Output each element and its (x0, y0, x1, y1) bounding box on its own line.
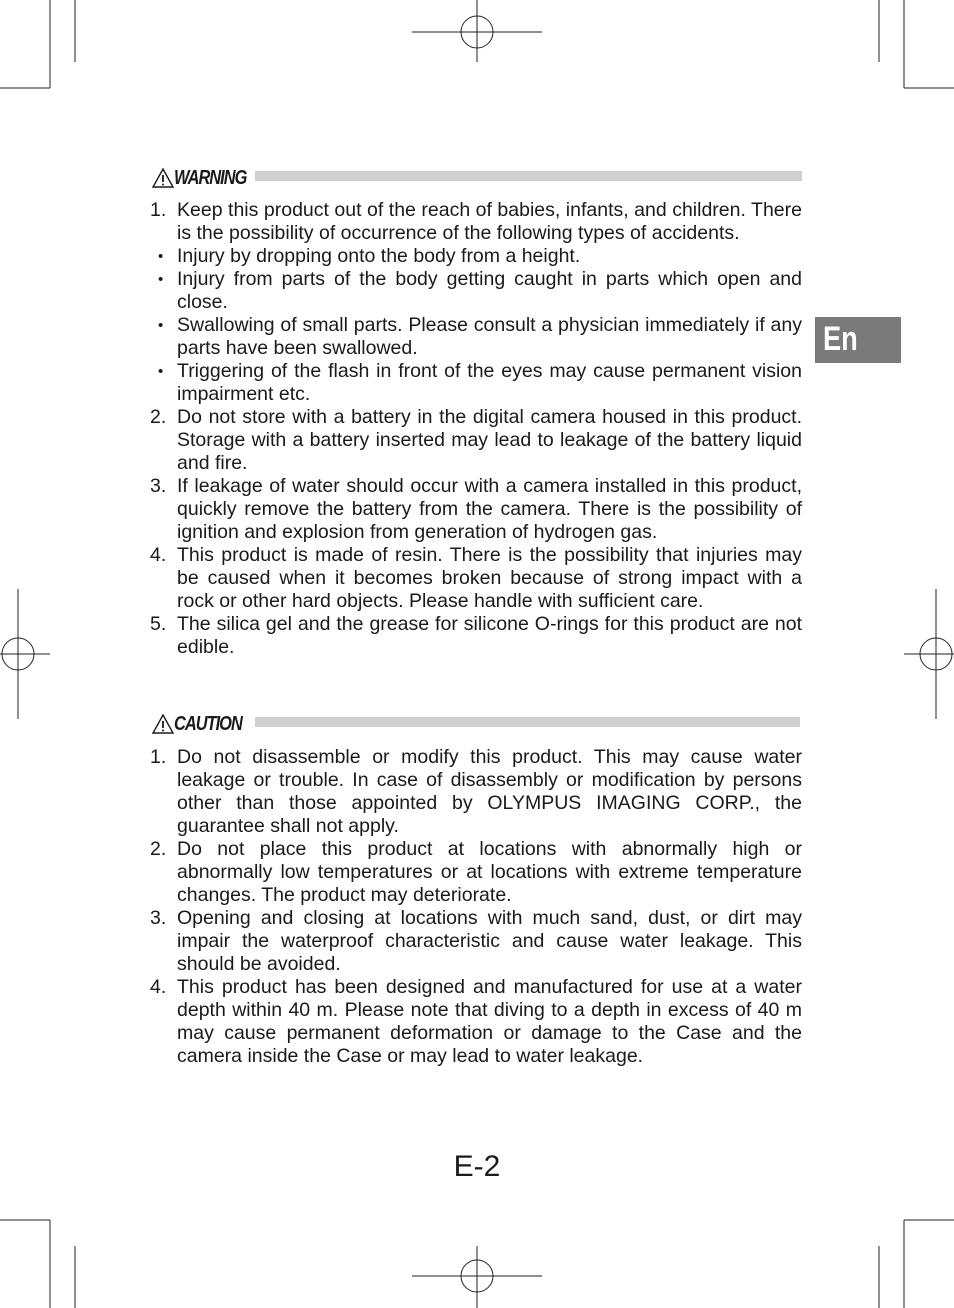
warning-list (150, 199, 802, 659)
list-item: 5. The silica gel and the grease for silicone O-rings for this product are not edible. (150, 613, 802, 658)
caution-header (152, 714, 802, 736)
caution-list (150, 746, 802, 1068)
caution-rule (255, 717, 800, 727)
bullet: • (158, 248, 164, 265)
list-item: 3. Opening and closing at locations with much sand, dust, or dirt may impair the waterproof characteristic and cause water leakage. This should be avoided. (150, 907, 802, 975)
list-item: 1. Keep this product out of the reach of babies, infants, and children. There is the possibility of occurrence of the following types of accidents. (150, 199, 802, 244)
warning-rule (255, 171, 802, 181)
warning-header (152, 168, 802, 190)
warning-label: WARNING (174, 167, 247, 189)
warning-triangle-icon (152, 168, 174, 188)
list-item: • Swallowing of small parts. Please consult a physician immediately if any parts have been swallowed. (158, 314, 802, 359)
list-item: 4. This product has been designed and manufactured for use at a water depth within 40 m. Please note that diving to a depth in excess of 40 m may cause permanent deformation or damage to the Case and the camera inside the Case or may lead to water leakage. (150, 976, 802, 1067)
bullet: • (158, 363, 164, 380)
list-item: 2. Do not store with a battery in the digital camera housed in this product. Storage with a battery inserted may lead to leakage of the battery liquid and fire. (150, 406, 802, 474)
registration-mark-left (0, 589, 50, 719)
registration-mark-bottom (412, 1246, 542, 1308)
page-number: E-2 (453, 1150, 501, 1183)
registration-mark-right (904, 589, 954, 719)
list-item: 2. Do not place this product at locations with abnormally high or abnormally low temperatures or at locations with extreme temperature changes. The product may deteriorate. (150, 838, 802, 906)
caution-label: CAUTION (174, 713, 242, 735)
bullet: • (158, 317, 164, 334)
language-tab-label: En (823, 320, 858, 358)
list-item: 1. Do not disassemble or modify this product. This may cause water leakage or trouble. In case of disassembly or modification by persons other than those appointed by OLYMPUS IMAGING CORP., the guarantee shall not apply. (150, 746, 802, 837)
list-item: • Injury from parts of the body getting caught in parts which open and close. (158, 268, 802, 313)
list-item: • Injury by dropping onto the body from a height. (158, 245, 581, 267)
language-tab (815, 317, 901, 363)
list-item: 4. This product is made of resin. There is the possibility that injuries may be caused when it becomes broken because of strong impact with a rock or other hard objects. Please handle with sufficient care. (150, 544, 802, 612)
caution-triangle-icon (152, 714, 174, 734)
list-item: 3. If leakage of water should occur with a camera installed in this product, quickly remove the battery from the camera. There is the possibility of ignition and explosion from generation of hydrogen gas. (150, 475, 802, 543)
bullet: • (158, 271, 164, 288)
list-item: • Triggering of the flash in front of the eyes may cause permanent vision impairment etc. (158, 360, 802, 405)
registration-mark-top (412, 0, 542, 62)
